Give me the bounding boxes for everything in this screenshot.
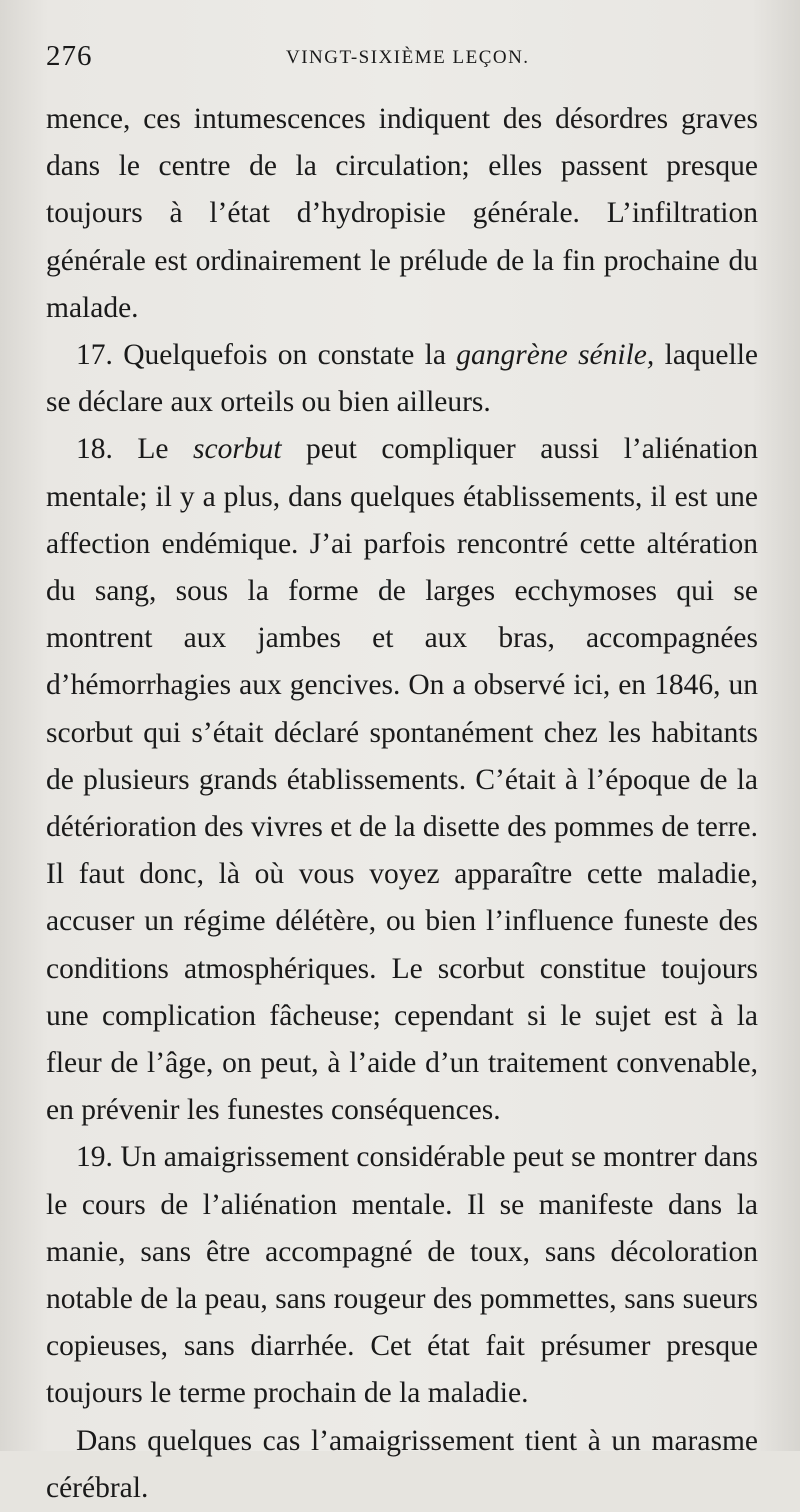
page-number: 276 [46, 40, 93, 72]
italic-term: scorbut [193, 433, 282, 466]
italic-term: gangrène sénile, [456, 339, 655, 372]
page-header [46, 40, 754, 80]
section-number: 19. [76, 1141, 113, 1174]
paragraph-text: Quelquefois on constate la [123, 339, 446, 372]
paragraph-final: Dans quelques cas l’amaigrissement tient à un marasme cérébral. [46, 1424, 758, 1504]
paragraph-continuation: mence, ces intumescences indiquent des désordres graves dans le centre de la circulation; elles passent presque toujours à l’état d’hydropisie générale. L’infiltration générale est ordinairement le prélude de la fin prochaine du malade. [46, 103, 758, 324]
section-number: 17. [76, 339, 113, 372]
section-number: 18. [76, 433, 113, 466]
paragraph-text: Le [137, 433, 169, 466]
paragraph-text: Un amaigrissement considérable peut se montrer dans le cours de l’aliénation mentale. Il se manifeste dans la manie, sans être accompagné de toux, sans décoloration notable de la peau, sans rougeur des pommettes, sans sueurs copieuses, sans diarrhée. Cet état fait présumer presque toujours le terme prochain de la maladie. [46, 1141, 758, 1410]
paragraph-18 [46, 426, 758, 1134]
body-text [46, 96, 758, 1512]
running-head: VINGT-SIXIÈME LEÇON. [286, 47, 530, 68]
paragraph-text: peut compliquer aussi l’aliénation mentale; il y a plus, dans quelques établissements, il est une affection endémique. J’ai parfois rencontré cette altération du sang, sous la forme de larges ecchymoses qui se montrent aux jambes et aux bras, accompagnées d’hémorrhagies aux gencives. On a observé ici, en 1846, un scorbut qui s’était déclaré spontanément chez les habitants de plusieurs grands établissements. C’était à l’époque de la détérioration des vivres et de la disette des pommes de terre. Il faut donc, là où vous voyez apparaître cette maladie, accuser un régime délétère, ou bien l’influence funeste des conditions atmosphériques. Le scorbut constitue toujours une complication fâcheuse; cependant si le sujet est à la fleur de l’âge, on peut, à l’aide d’un traitement convenable, en prévenir les funestes conséquences. [46, 433, 759, 1127]
paragraph-17 [46, 332, 758, 426]
paragraph-text: laquelle se déclare aux orteils ou bien ailleurs. [46, 339, 758, 419]
paragraph-19 [46, 1134, 758, 1417]
